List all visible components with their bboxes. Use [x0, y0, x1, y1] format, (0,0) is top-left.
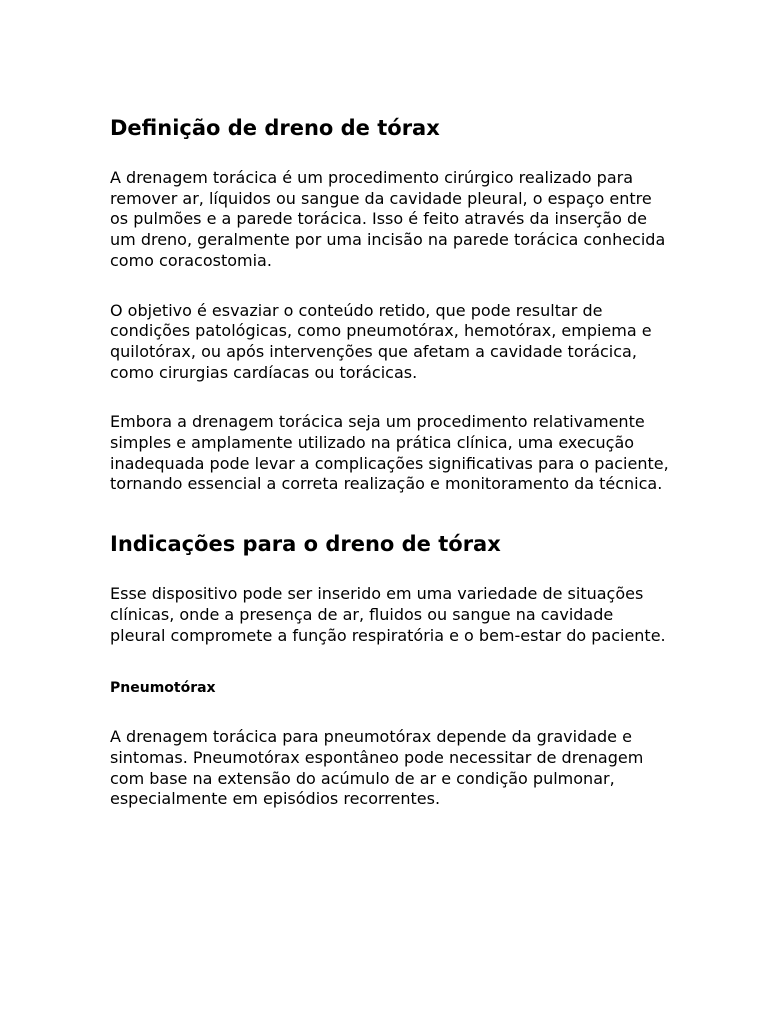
- paragraph: O objetivo é esvaziar o conteúdo retido, que pode resultar de condições patológicas, como pneumotórax, hemotórax, empiema e quilotórax, ou após intervenções que afetam a cavidade torácica, como cirurgias cardíacas ou torácicas.: [110, 300, 652, 382]
- subsection-heading-pneumotorax: Pneumotórax: [110, 680, 216, 697]
- section-heading-indicacoes: Indicações para o dreno de tórax: [110, 532, 501, 557]
- paragraph: A drenagem torácica é um procedimento cirúrgico realizado para remover ar, líquidos ou sangue da cavidade pleural, o espaço entre os pulmões e a parede torácica. Isso é feito através da inserção de um dreno, geralmente por uma incisão na parede torácica conhecida como coracostomia.: [110, 168, 666, 270]
- paragraph: Esse dispositivo pode ser inserido em uma variedade de situações clínicas, onde a presença de ar, fluidos ou sangue na cavidade pleural compromete a função respiratória e o bem-estar do paciente.: [110, 584, 666, 645]
- document-page: [110, 113, 670, 810]
- paragraph: A drenagem torácica para pneumotórax depende da gravidade e sintomas. Pneumotórax espontâneo pode necessitar de drenagem com base na extensão do acúmulo de ar e condição pulmonar, especialmente em episódios recorrentes.: [110, 727, 644, 809]
- paragraph: Embora a drenagem torácica seja um procedimento relativamente simples e amplamente utilizado na prática clínica, uma execução inadequada pode levar a complicações significativas para o paciente, tornando essencial a correta realização e monitoramento da técnica.: [110, 412, 669, 494]
- section-heading-definicao: Definição de dreno de tórax: [110, 116, 440, 140]
